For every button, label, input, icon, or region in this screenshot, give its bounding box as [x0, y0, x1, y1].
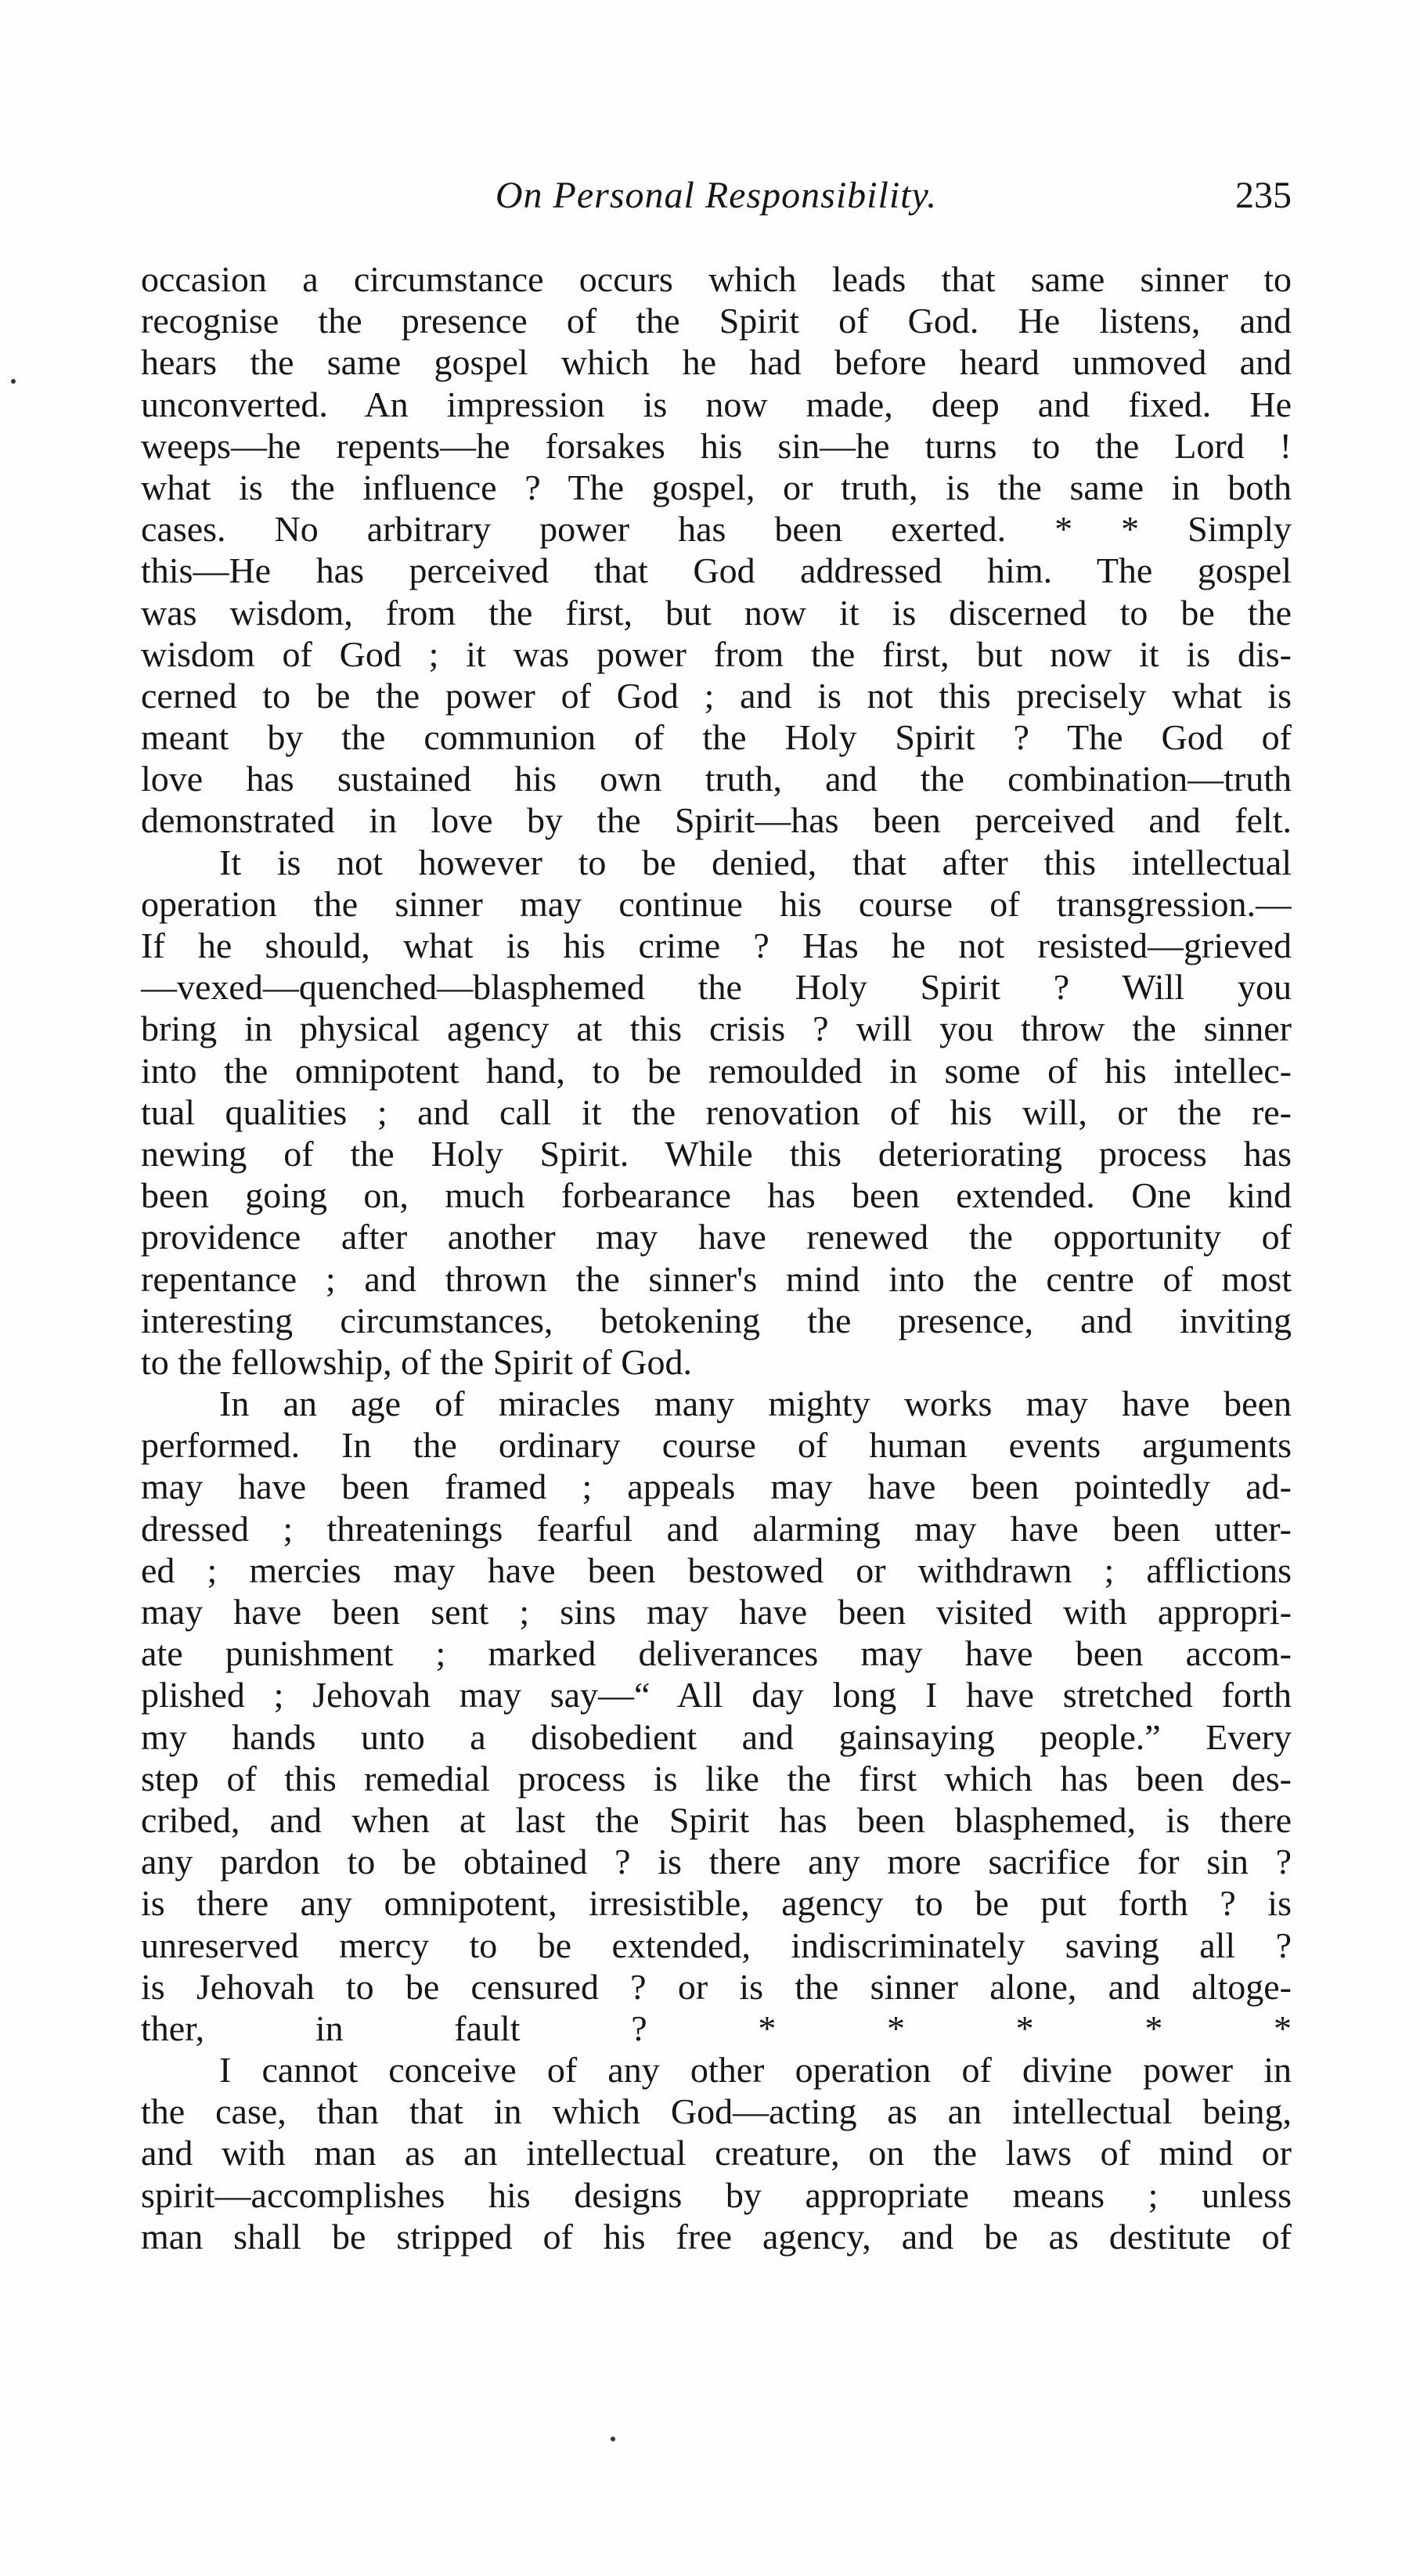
page-header	[141, 174, 1292, 229]
paragraph-3	[141, 1383, 1292, 2049]
text-line: hears the same gospel which he had before heard unmoved and	[141, 342, 1292, 383]
text-line: what is the influence ? The gospel, or truth, is the same in both	[141, 467, 1292, 507]
text-line: occasion a circumstance occurs which leads that same sinner to	[141, 259, 1292, 299]
text-line: spirit—accomplishes his designs by appropriate means ; unless	[141, 2174, 1292, 2215]
text-line: was wisdom, from the first, but now it is discerned to be the	[141, 592, 1292, 633]
text-line: been going on, much forbearance has been extended. One kind	[141, 1175, 1292, 1216]
text-line: In an age of miracles many mighty works may have been	[219, 1384, 1292, 1424]
text-line: interesting circumstances, betokening the presence, and inviting	[141, 1300, 1292, 1340]
text-line: recognise the presence of the Spirit of God. He listens, and	[141, 301, 1292, 341]
text-line: my hands unto a disobedient and gainsaying people.” Every	[141, 1716, 1292, 1757]
text-line: bring in physical agency at this crisis ? will you throw the sinner	[141, 1008, 1292, 1049]
text-line: dressed ; threatenings fearful and alarming may have been utter-	[141, 1508, 1292, 1549]
paragraph-4	[141, 2049, 1292, 2257]
text-line: to the fellowship, of the Spirit of God.	[141, 1341, 692, 1382]
text-line: step of this remedial process is like the first which has been des-	[141, 1758, 1292, 1799]
text-line: ate punishment ; marked deliverances may have been accom-	[141, 1633, 1292, 1674]
margin-mark	[611, 2437, 615, 2441]
text-line: may have been sent ; sins may have been visited with appropri-	[141, 1592, 1292, 1632]
text-line: ed ; mercies may have been bestowed or withdrawn ; afflictions	[141, 1550, 1292, 1590]
text-line: weeps—he repents—he forsakes his sin—he turns to the Lord !	[141, 425, 1292, 466]
margin-mark	[11, 379, 16, 384]
text-line: is there any omnipotent, irresistible, agency to be put forth ? is	[141, 1883, 1292, 1924]
text-line: repentance ; and thrown the sinner's mind into the centre of most	[141, 1258, 1292, 1299]
text-line: newing of the Holy Spirit. While this deteriorating process has	[141, 1133, 1292, 1174]
text-line: wisdom of God ; it was power from the first, but now it is dis-	[141, 633, 1292, 674]
text-line: —vexed—quenched—blasphemed the Holy Spirit ? Will you	[141, 967, 1292, 1008]
text-line: unreserved mercy to be extended, indiscriminately saving all ?	[141, 1925, 1292, 1965]
text-line: operation the sinner may continue his course of transgression.—	[141, 883, 1292, 924]
text-line: this—He has perceived that God addressed him. The gospel	[141, 550, 1292, 591]
text-line: demonstrated in love by the Spirit—has been perceived and felt.	[141, 800, 1292, 841]
text-line: man shall be stripped of his free agency, and be as destitute of	[141, 2216, 1292, 2257]
text-line: cribed, and when at last the Spirit has been blasphemed, is there	[141, 1799, 1292, 1840]
text-line: may have been framed ; appeals may have been pointedly ad-	[141, 1467, 1292, 1507]
paragraph-1	[141, 258, 1292, 842]
text-line: If he should, what is his crime ? Has he not resisted—grieved	[141, 925, 1292, 965]
page-number: 235	[1235, 175, 1292, 216]
text-line: into the omnipotent hand, to be remoulded in some of his intellec-	[141, 1050, 1292, 1091]
body-text	[141, 258, 1292, 2257]
running-title: On Personal Responsibility.	[495, 175, 938, 216]
text-line: cerned to be the power of God ; and is not this precisely what is	[141, 675, 1292, 716]
text-line: meant by the communion of the Holy Spirit ? The God of	[141, 717, 1292, 758]
text-line: ther, in fault ? * * * * *	[141, 2008, 1292, 2048]
text-line: is Jehovah to be censured ? or is the sinner alone, and altoge-	[141, 1966, 1292, 2007]
text-line: It is not however to be denied, that after this intellectual	[219, 842, 1292, 882]
text-line: any pardon to be obtained ? is there any more sacrifice for sin ?	[141, 1842, 1292, 1882]
text-line: love has sustained his own truth, and the combination—truth	[141, 759, 1292, 799]
text-line: cases. No arbitrary power has been exerted. * * Simply	[141, 509, 1292, 550]
text-line: providence after another may have renewed the opportunity of	[141, 1217, 1292, 1257]
text-line: and with man as an intellectual creature, on the laws of mind or	[141, 2133, 1292, 2174]
text-line: tual qualities ; and call it the renovation of his will, or the re-	[141, 1091, 1292, 1132]
text-line: the case, than that in which God—acting as an intellectual being,	[141, 2091, 1292, 2132]
text-line: I cannot conceive of any other operation of divine power in	[219, 2050, 1292, 2091]
text-line: unconverted. An impression is now made, deep and fixed. He	[141, 384, 1292, 424]
text-line: plished ; Jehovah may say—“ All day long I have stretched forth	[141, 1675, 1292, 1716]
paragraph-2	[141, 842, 1292, 1383]
text-line: performed. In the ordinary course of human events arguments	[141, 1425, 1292, 1466]
